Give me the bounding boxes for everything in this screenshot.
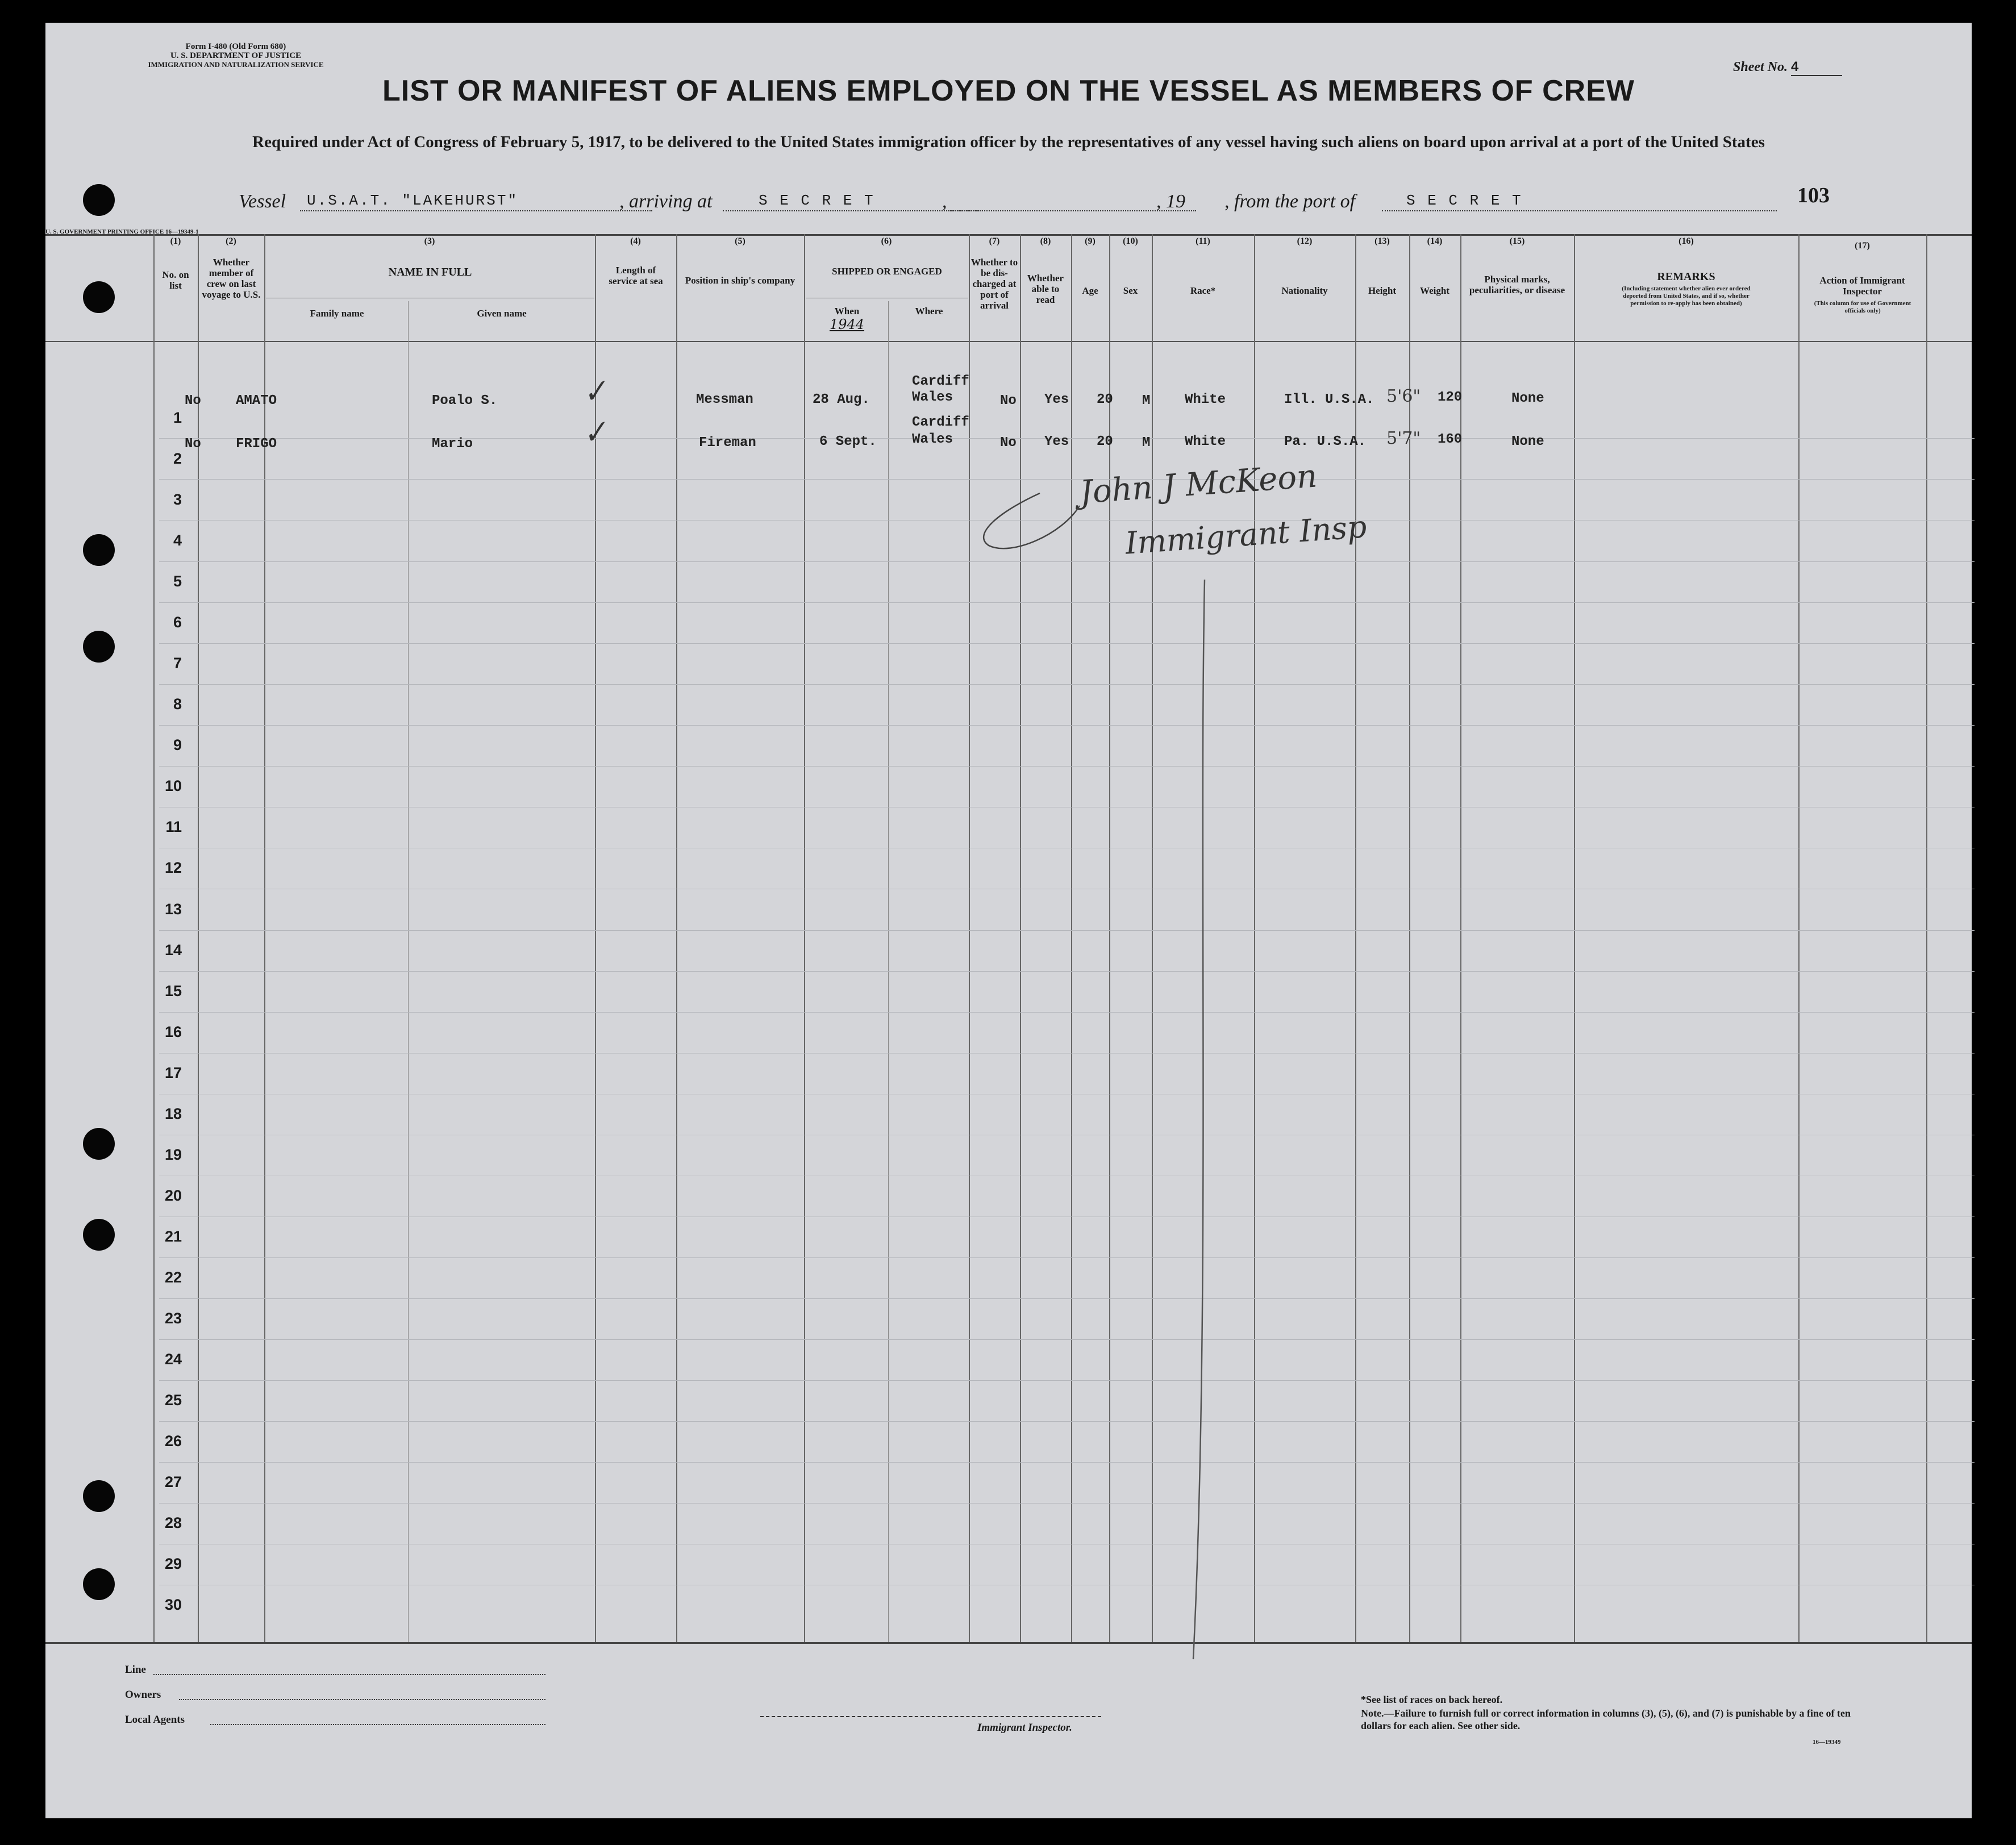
- weight: 120: [1438, 390, 1463, 405]
- col-header-family-name: Family name: [310, 308, 364, 319]
- crew-last-voyage: No: [185, 436, 201, 452]
- col-num-4: (4): [630, 236, 641, 246]
- height: 5'7": [1386, 428, 1421, 448]
- col-num-13: (13): [1374, 236, 1390, 246]
- col-num-16: (16): [1678, 236, 1694, 246]
- row-number: 3: [173, 491, 182, 508]
- col-num-3: (3): [424, 236, 435, 246]
- col-num-15: (15): [1509, 236, 1525, 246]
- row-number: 26: [164, 1432, 182, 1450]
- footer-races-note: *See list of races on back hereof.: [1361, 1694, 1503, 1705]
- col-num-11: (11): [1196, 236, 1210, 246]
- signature-flourish: [966, 466, 1364, 1676]
- physical-marks: None: [1511, 391, 1544, 406]
- binder-hole: [83, 1128, 115, 1160]
- given-name: Poalo S.: [432, 393, 498, 409]
- col-header-where: Where: [915, 306, 943, 316]
- row-number: 21: [164, 1228, 182, 1245]
- race: White: [1185, 434, 1226, 449]
- col-num-12: (12): [1297, 236, 1313, 246]
- binder-hole: [83, 534, 115, 566]
- physical-marks: None: [1511, 434, 1544, 449]
- inspector-signature-title: Immigrant Insp: [1124, 509, 1368, 561]
- row-number: 13: [164, 901, 182, 918]
- col-header-shipped-engaged: SHIPPED OR ENGAGED: [832, 266, 942, 277]
- row-number: 24: [164, 1351, 182, 1368]
- family-name: AMATO: [236, 393, 277, 409]
- binder-hole: [83, 1480, 115, 1512]
- year-label: , 19: [1156, 191, 1185, 212]
- row-number: 11: [165, 818, 182, 835]
- row-number: 6: [173, 614, 182, 631]
- col-num-2: (2): [226, 236, 236, 246]
- binder-hole: [83, 631, 115, 663]
- row-number: 5: [173, 573, 182, 590]
- service-checkmark: ✓: [579, 414, 611, 452]
- page-subtitle: Required under Act of Congress of February 5, 1917, to be delivered to the United States immigration officer by the representatives of any vessel having such aliens on board upon arrival at a port of the United States: [252, 133, 1765, 151]
- race: White: [1185, 392, 1226, 407]
- row-number: 30: [164, 1596, 182, 1613]
- crew-last-voyage: No: [185, 393, 201, 409]
- manifest-sheet: [45, 23, 1972, 1818]
- sex: M: [1142, 435, 1151, 451]
- col-header-position: Position in ship's company: [685, 275, 795, 286]
- row-number: 12: [164, 859, 182, 876]
- col-header-age: Age: [1082, 285, 1098, 296]
- nationality: Ill. U.S.A.: [1284, 392, 1374, 407]
- position: Messman: [696, 392, 753, 407]
- row-number: 16: [164, 1023, 182, 1040]
- row-number: 23: [164, 1310, 182, 1327]
- position: Fireman: [699, 435, 756, 451]
- col-num-17: (17): [1855, 241, 1870, 251]
- footer-owners-label: Owners: [125, 1689, 161, 1701]
- col-header-given-name: Given name: [477, 308, 527, 319]
- family-name: FRIGO: [236, 436, 277, 452]
- shipped-where-country: Wales: [912, 432, 953, 447]
- col-num-5: (5): [735, 236, 745, 246]
- col-num-6: (6): [881, 236, 892, 246]
- row-number: 9: [173, 736, 182, 753]
- col-num-7: (7): [989, 236, 1000, 246]
- col-header-remarks: REMARKS: [1657, 270, 1715, 283]
- shipped-where-city: Cardiff: [912, 415, 969, 430]
- form-identifier: [142, 42, 330, 69]
- col-header-able-to-read: Whether able to read: [1027, 273, 1064, 305]
- row-number: 25: [164, 1392, 182, 1409]
- shipped-where-city: Cardiff: [912, 374, 969, 389]
- arriving-label: , arriving at: [619, 191, 713, 212]
- col-header-inspector-note: (This column for use of Government officials only): [1814, 300, 1911, 314]
- arriving-value: S E C R E T: [759, 192, 875, 209]
- row-number: 20: [164, 1187, 182, 1204]
- col-num-14: (14): [1427, 236, 1443, 246]
- col-header-weight: Weight: [1420, 285, 1449, 296]
- row-number: 27: [164, 1473, 182, 1490]
- sheet-label: Sheet No.: [1733, 60, 1788, 74]
- age: 20: [1097, 392, 1113, 407]
- discharged: No: [1000, 393, 1017, 409]
- col-header-remarks-note: (Including statement whether alien ever ordered deported from United States, and if so, whether permission to re-apply has been obtained): [1622, 285, 1751, 307]
- row-number: 2: [173, 450, 182, 467]
- col-header-length-of-service: Length of service at sea: [609, 265, 663, 286]
- col-header-race: Race*: [1190, 285, 1216, 296]
- row-number: 1: [173, 409, 182, 426]
- col-num-10: (10): [1123, 236, 1138, 246]
- service: IMMIGRATION AND NATURALIZATION SERVICE: [148, 60, 324, 69]
- form-number: Form I-480 (Old Form 680): [185, 42, 286, 51]
- inspector-signature-name: John J McKeon: [1078, 457, 1319, 511]
- row-number: 10: [164, 777, 182, 794]
- vessel-value: U.S.A.T. "LAKEHURST": [307, 192, 519, 209]
- col-header-when: When: [834, 306, 860, 316]
- row-number: 17: [164, 1064, 182, 1081]
- row-number: 15: [164, 982, 182, 999]
- able-to-read: Yes: [1044, 434, 1069, 449]
- row-number: 4: [173, 532, 182, 549]
- page-title: LIST OR MANIFEST OF ALIENS EMPLOYED ON THE VESSEL AS MEMBERS OF CREW: [382, 74, 1635, 107]
- col-header-inspector-action: Action of Immigrant Inspector: [1819, 275, 1905, 297]
- sex: M: [1142, 393, 1151, 409]
- col-header-discharged: Whether to be dis-charged at port of arrival: [970, 257, 1018, 311]
- nationality: Pa. U.S.A.: [1284, 434, 1367, 449]
- col-num-8: (8): [1040, 236, 1051, 246]
- from-port-value: S E C R E T: [1406, 192, 1523, 209]
- service-checkmark: ✓: [579, 373, 611, 411]
- row-number: 29: [164, 1555, 182, 1572]
- binder-hole: [83, 281, 115, 313]
- age: 20: [1097, 434, 1113, 449]
- binder-hole: [83, 1219, 115, 1251]
- row-number: 18: [164, 1105, 182, 1122]
- row-number: 22: [164, 1269, 182, 1286]
- footer-note: Note.—Failure to furnish full or correct information in columns (3), (5), (6), and (7) is punishable by a fine of ten dollars for each alien. See other side.: [1361, 1707, 1851, 1731]
- discharged: No: [1000, 435, 1017, 451]
- arriving-comma: ,: [942, 191, 947, 212]
- col-header-nationality: Nationality: [1281, 285, 1328, 296]
- row-number: 14: [164, 942, 182, 959]
- row-number: 7: [173, 655, 182, 672]
- printing-office: U. S. GOVERNMENT PRINTING OFFICE 16—19349-1: [45, 228, 199, 235]
- col-header-sex: Sex: [1123, 285, 1138, 296]
- able-to-read: Yes: [1044, 392, 1069, 407]
- col-header-no-on-list: No. on list: [162, 269, 189, 291]
- department: U. S. DEPARTMENT OF JUSTICE: [170, 51, 302, 60]
- col-num-9: (9): [1085, 236, 1096, 246]
- vessel-label: Vessel: [239, 191, 286, 212]
- from-port-label: , from the port of: [1224, 191, 1356, 212]
- shipped-year: 1944: [829, 316, 865, 332]
- row-number: 19: [164, 1146, 182, 1163]
- footer-form-code: 16—19349: [1813, 1739, 1841, 1746]
- height: 5'6": [1386, 386, 1421, 406]
- footer-line-label: Line: [125, 1664, 146, 1676]
- shipped-where-country: Wales: [912, 390, 953, 405]
- footer-immigrant-inspector: Immigrant Inspector.: [977, 1722, 1072, 1734]
- col-header-name-in-full: NAME IN FULL: [388, 266, 472, 278]
- col-header-height: Height: [1368, 285, 1397, 296]
- shipped-when: 28 Aug.: [813, 392, 870, 407]
- col-header-physical-marks: Physical marks, peculiarities, or disease: [1469, 274, 1565, 295]
- weight: 160: [1438, 432, 1463, 447]
- page-number: 103: [1797, 184, 1830, 207]
- row-number: 28: [164, 1514, 182, 1531]
- footer-local-agents-label: Local Agents: [125, 1714, 185, 1726]
- binder-hole: [83, 184, 115, 216]
- binder-hole: [83, 1568, 115, 1600]
- col-header-crew-last-voyage: Whether member of crew on last voyage to U.S.: [202, 257, 261, 300]
- shipped-when: 6 Sept.: [819, 434, 877, 449]
- sheet-value: 4: [1791, 59, 1842, 76]
- row-number: 8: [173, 695, 182, 713]
- col-num-1: (1): [170, 236, 181, 246]
- given-name: Mario: [432, 436, 473, 452]
